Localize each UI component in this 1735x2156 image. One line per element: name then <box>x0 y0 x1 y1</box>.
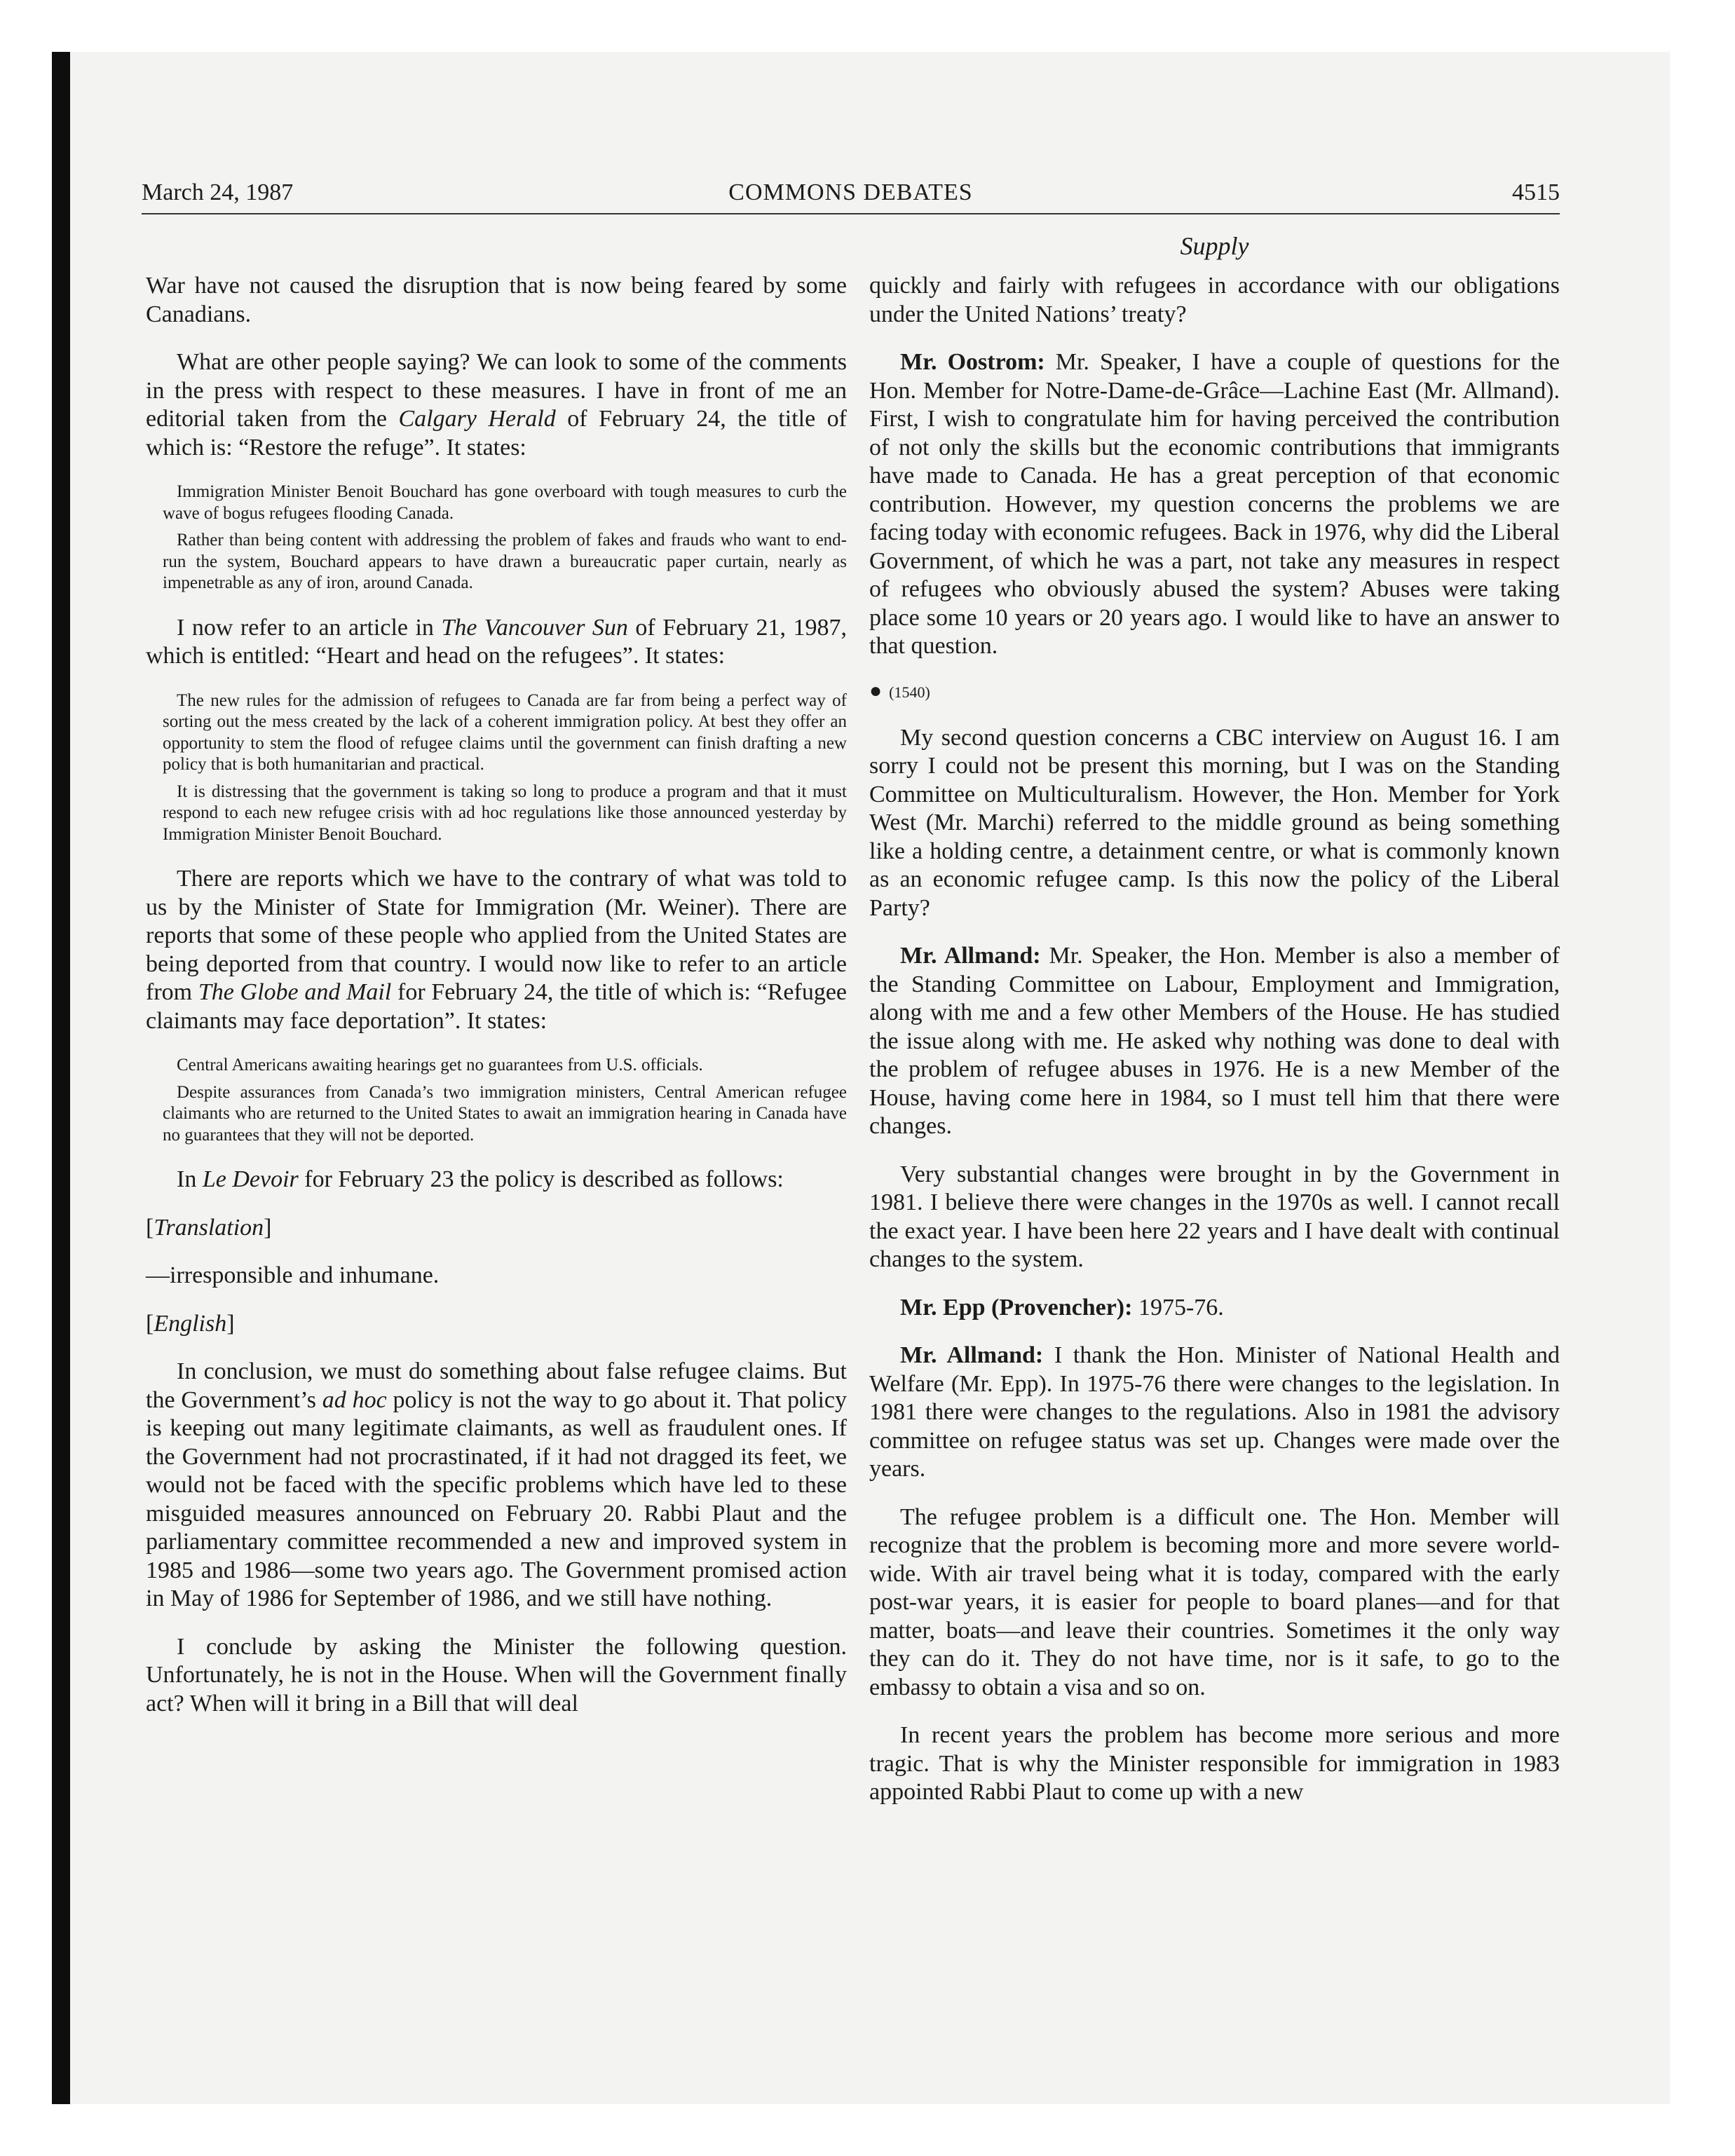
speaker-name: Mr. Oostrom: <box>900 349 1045 375</box>
paragraph <box>869 1294 1560 1323</box>
text: I thank the Hon. Minister of National Health and Welfare (Mr. Epp). In 1975-76 there were changes to the legislation. In 1981 there were changes to the regulations. Also in 1981 the advisory committee on refugee status was set up. Changes were made over the years. <box>869 1342 1560 1482</box>
text: The refugee problem is a difficult one. The Hon. Member will recognize that the problem is becoming more and more severe world-wide. With air travel being what it is today, compared with the early post-war years, it is easier for people to board planes—and for that matter, boats—and leave their countries. Sometimes it the only way they can do it. They do not have time, nor is it safe, to go to the embassy to obtain a visa and so on. <box>869 1503 1560 1700</box>
paragraph <box>146 1262 847 1290</box>
emphasis: ad hoc <box>322 1386 387 1413</box>
quotation: Central Americans awaiting hearings get no guarantees from U.S. officials. <box>177 1056 703 1074</box>
right-column <box>869 272 1560 1827</box>
paragraph <box>869 1342 1560 1484</box>
page-header <box>142 179 1560 213</box>
header-page-number: 4515 <box>1512 179 1560 205</box>
paragraph <box>146 1633 847 1719</box>
translation-tag: [Translation] <box>146 1214 272 1241</box>
text: War have not caused the disruption that is now being feared by some Canadians. <box>146 273 847 327</box>
text: What are other people saying? We can look to some of the comments in the press with respect to these measures. I have in front of me an editorial taken from the <box>146 349 847 432</box>
time-marker <box>869 678 1560 703</box>
quotation: It is distressing that the government is taking so long to produce a program and that it must respond to each new refugee crisis with ad hoc regulations like those announced yesterday by Immigration Minister Benoit Bouchard. <box>163 782 847 844</box>
text: —irresponsible and inhumane. <box>146 1262 440 1288</box>
text: I now refer to an article in <box>177 614 442 641</box>
text: for February 23 the policy is described as follows: <box>298 1166 784 1192</box>
text: Mr. Speaker, I have a couple of questions for the Hon. Member for Notre-Dame-de-Grâce—Lachine East (Mr. Allmand). First, I wish to congratulate him for having perceived the contribution of not only the skills but the economic contributions that immigrants have made to Canada. He has a great perception of that economic contribution. However, my question concerns the problems we are facing today with economic refugees. Back in 1976, why did the Liberal Government, of which he was a part, not take any measures in respect of refugees who obviously abused the system? Abuses were taking place some 10 years or 20 years ago. I would like to have an answer to that question. <box>869 349 1560 659</box>
text: of February 21, 1987, which is entitled: “Heart and head on the refugees”. It states: <box>146 614 847 669</box>
binding-edge <box>52 52 70 2104</box>
text: quickly and fairly with refugees in accordance with our obligations under the United Nations’ treaty? <box>869 273 1560 327</box>
paragraph <box>146 348 847 462</box>
quotation: Rather than being content with addressing the problem of fakes and frauds who want to end-run the system, Bouchard appears to have drawn a bureaucratic paper curtain, nearly as impenetrable as any of iron, around Canada. <box>163 531 847 592</box>
paragraph <box>869 942 1560 1141</box>
paragraph <box>869 272 1560 329</box>
publication-name: The Vancouver Sun <box>441 614 628 641</box>
text: 1975-76. <box>1132 1294 1224 1321</box>
paragraph <box>869 1721 1560 1807</box>
paragraph <box>869 1503 1560 1703</box>
header-rule <box>142 213 1560 214</box>
speaker-name: Mr. Epp (Provencher): <box>900 1294 1133 1321</box>
text: (1540) <box>889 683 930 701</box>
paragraph <box>146 1166 847 1194</box>
text: I conclude by asking the Minister the following question. Unfortunately, he is not in the House. When will the Government finally act? When will it bring in a Bill that will deal <box>146 1633 847 1717</box>
paragraph <box>146 614 847 671</box>
text: My second question concerns a CBC interview on August 16. I am sorry I could not be present this morning, but I was on the Standing Committee on Multiculturalism. However, the Hon. Member for York West (Mr. Marchi) referred to the middle ground as being something like a holding centre, a detainment centre, or what is commonly known as an economic refugee camp. Is this now the policy of the Liberal Party? <box>869 724 1560 921</box>
section-title: Supply <box>1180 232 1249 260</box>
publication-name: The Globe and Mail <box>198 979 392 1005</box>
text: Very substantial changes were brought in by the Government in 1981. I believe there were changes in the 1970s as well. I cannot recall the exact year. I have been here 22 years and I have dealt with continual changes to the system. <box>869 1161 1560 1272</box>
quotation: The new rules for the admission of refugees to Canada are far from being a perfect way of sorting out the mess created by the lack of a coherent immigration policy. At best they offer an opportunity to stem the flood of refugee claims until the government can finish drafting a new policy that is both humanitarian and practical. <box>163 690 847 774</box>
bullet-icon: ● <box>869 678 883 702</box>
paragraph <box>869 724 1560 923</box>
text: of February 24, the title of which is: “Restore the refuge”. It states: <box>146 406 847 460</box>
language-tag: [English] <box>146 1310 235 1337</box>
quotation: Immigration Minister Benoit Bouchard has gone overboard with tough measures to curb the wave of bogus refugees flooding Canada. <box>163 482 847 523</box>
publication-name: Calgary Herald <box>398 406 556 432</box>
text: Mr. Speaker, the Hon. Member is also a member of the Standing Committee on Labour, Employment and Immigration, along with me and a few other Members of the House. He has studied the issue along with me. He asked why nothing was done to deal with the problem of refugee abuses in 1976. He is a new Member of the House, having come here in 1984, so I must tell him that there were changes. <box>869 943 1560 1139</box>
paragraph <box>869 1161 1560 1274</box>
paragraph <box>146 865 847 1035</box>
speaker-name: Mr. Allmand: <box>900 1342 1044 1368</box>
header-date: March 24, 1987 <box>142 179 294 205</box>
speaker-name: Mr. Allmand: <box>900 943 1041 969</box>
text: English <box>154 1310 227 1337</box>
text: There are reports which we have to the contrary of what was told to us by the Minister of State for Immigration (Mr. Weiner). There are reports that some of these people who applied from the United States are being deported from that country. I would now like to refer to an article from <box>146 866 847 1005</box>
text: In recent years the problem has become more serious and more tragic. That is why the Minister responsible for immigration in 1983 appointed Rabbi Plaut to come up with a new <box>869 1722 1560 1805</box>
header-title: COMMONS DEBATES <box>728 179 973 205</box>
text: policy is not the way to go about it. That policy is keeping out many legitimate claimants, as well as fraudulent ones. If the Government had not procrastinated, if it had not dragged its feet, we would not be faced with the specific problems which have led to these misguided measures announced on February 20. Rabbi Plaut and the parliamentary committee recommended a new and improved system in 1985 and 1986—some two years ago. The Government promised action in May of 1986 for September of 1986, and we still have nothing. <box>146 1386 847 1611</box>
text: Translation <box>154 1214 264 1241</box>
text: In conclusion, we must do something about false refugee claims. But the Government’s <box>146 1358 847 1413</box>
publication-name: Le Devoir <box>202 1166 299 1192</box>
text: for February 24, the title of which is: “Refugee claimants may face deportation”. It states: <box>146 979 848 1034</box>
paragraph <box>146 272 847 329</box>
text: In <box>177 1166 203 1192</box>
left-column <box>146 272 847 1738</box>
paragraph <box>869 348 1560 661</box>
quotation: Despite assurances from Canada’s two immigration ministers, Central American refugee claimants who are returned to the United States to await an immigration hearing in Canada have no guarantees that they will not be deported. <box>163 1082 847 1145</box>
paragraph <box>146 1358 847 1613</box>
